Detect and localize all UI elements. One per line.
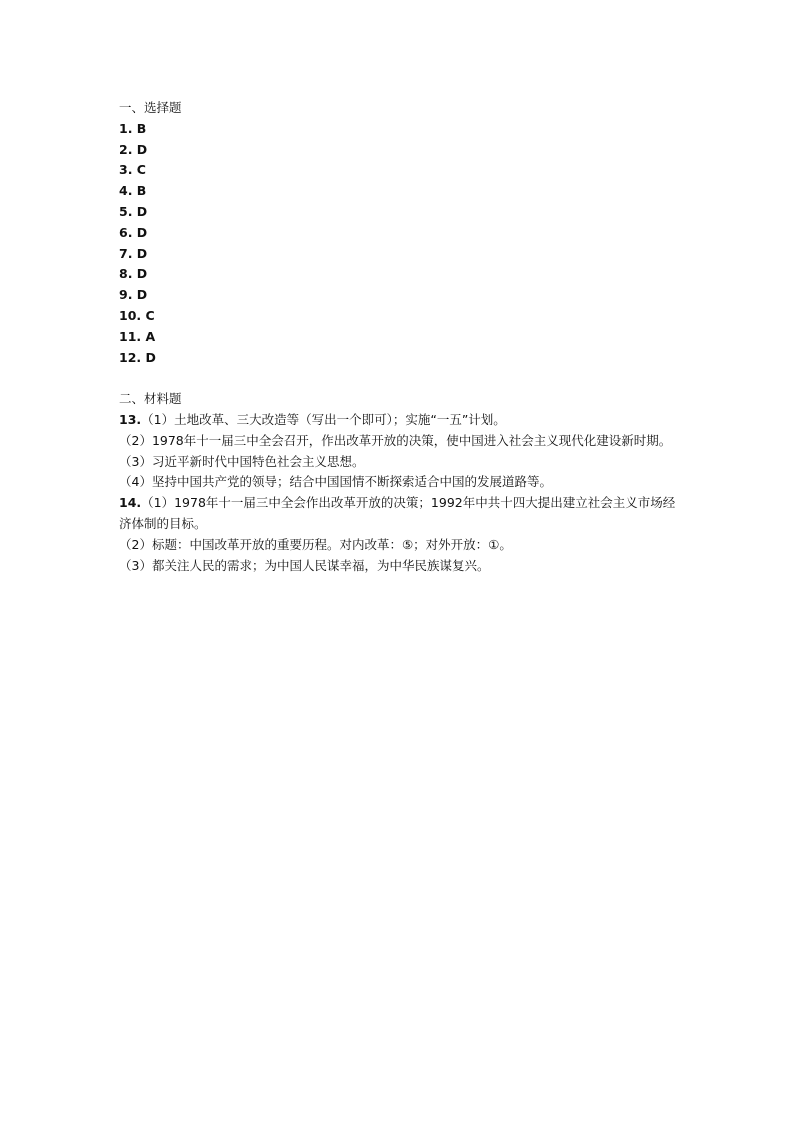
answer-item: 6. D (119, 224, 148, 240)
answer-item: 4. B (119, 183, 147, 199)
answer-item: 5. D (119, 203, 148, 219)
q14-part3: （3）都关注人民的需求；为中国人民谋幸福，为中华民族谋复兴。 (119, 557, 490, 573)
question-number: 14. (119, 495, 142, 511)
answer-item: 12. D (119, 349, 156, 365)
q14-part2: （2）标题：中国改革开放的重要历程。对内改革：⑤；对外开放：①。 (119, 536, 512, 552)
section-gap (119, 368, 679, 389)
answer-sheet (119, 98, 679, 576)
answer-text: （1）1978年十一届三中全会作出改革开放的决策；1992年中共十四大提出建立社会主义市场经济体制的目标。 (119, 495, 676, 531)
q13-part2: （2）1978年十一届三中全会召开，作出改革开放的决策，使中国进入社会主义现代化建设新时期。 (119, 432, 672, 448)
answer-item: 8. D (119, 266, 148, 282)
q14-part1 (119, 493, 679, 535)
answer-item: 1. B (119, 120, 147, 136)
answer-item: 3. C (119, 162, 146, 178)
q13-part4: （4）坚持中国共产党的领导；结合中国国情不断探索适合中国的发展道路等。 (119, 474, 552, 490)
answer-item: 2. D (119, 141, 148, 157)
answer-text: （1）土地改革、三大改造等（写出一个即可）；实施“一五”计划。 (141, 411, 506, 427)
answer-item: 9. D (119, 287, 148, 303)
q13-part1 (119, 410, 679, 431)
question-number: 13. (119, 411, 142, 427)
q13-part3: （3）习近平新时代中国特色社会主义思想。 (119, 453, 365, 469)
answer-item: 11. A (119, 328, 156, 344)
answer-item: 7. D (119, 245, 148, 261)
answer-item: 10. C (119, 307, 155, 323)
section-heading-material: 二、材料题 (119, 391, 182, 407)
section-heading-choice: 一、选择题 (119, 100, 182, 115)
